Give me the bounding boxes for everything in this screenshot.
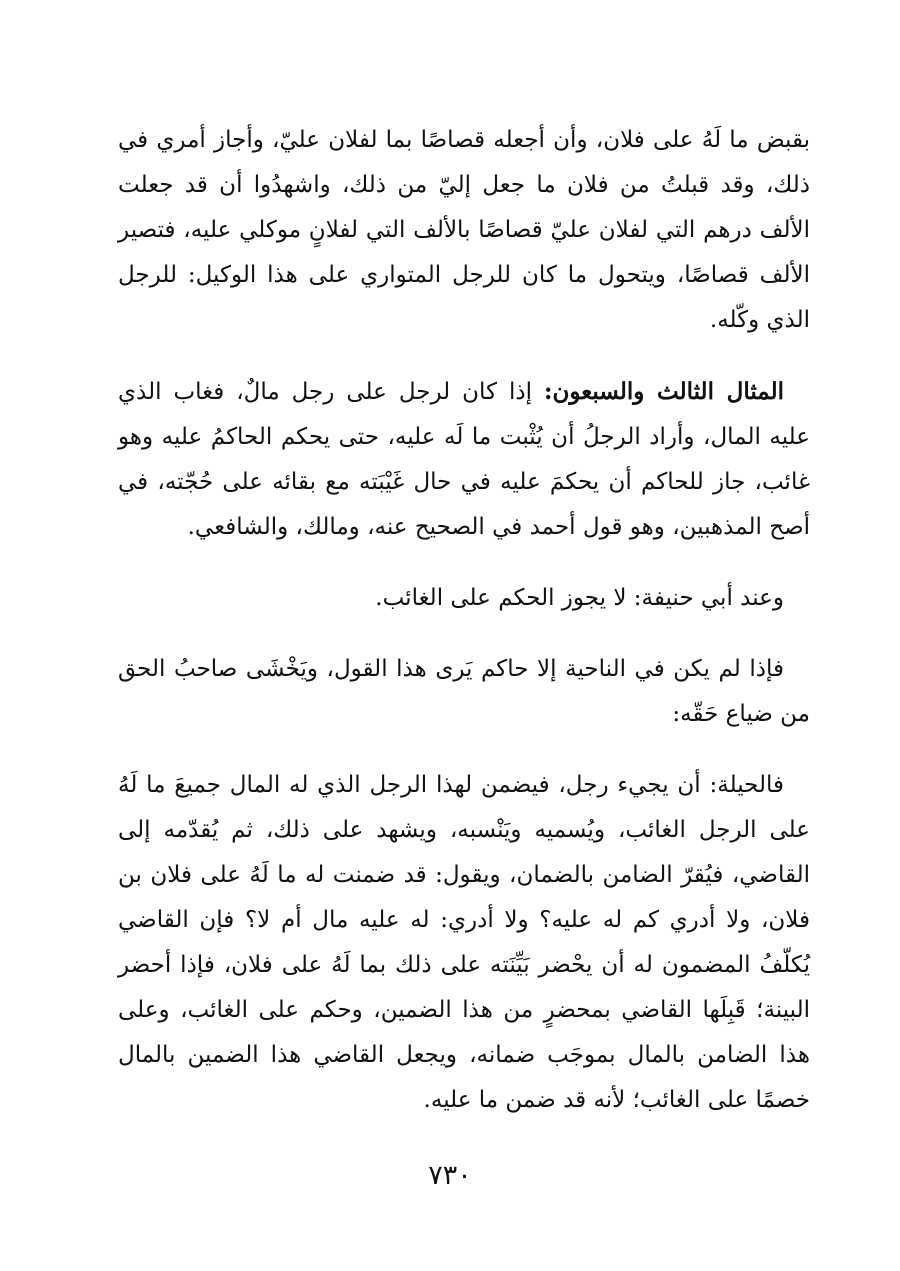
paragraph-2-text: إذا كان لرجل على رجل مالٌ، فغاب الذي عليه المال، وأراد الرجلُ أن يُثْبت ما لَه عليه، حتى يحكم الحاكمُ عليه وهو غائب، جاز للحاكم أن يحكمَ عليه في حال غَيْبَته مع بقائه على حُجّته، في أصح المذهبين، وهو قول أحمد في الصحيح عنه، ومالك، والشافعي. xyxy=(118,379,810,540)
page-number: ٧٣٠ xyxy=(428,1160,472,1191)
paragraph-1-text: بقبض ما لَهُ على فلان، وأن أجعله قصاصًا بما لفلان عليّ، وأجاز أمري في ذلك، وقد قبلتُ من فلان ما جعل إليّ من ذلك، واشهدُوا أن قد جعلت الألف درهم التي لفلان عليّ قصاصًا بالألف التي لفلانٍ موكلي عليه، فتصير الألف قصاصًا، ويتحول ما كان للرجل المتواري على هذا الوكيل: للرجل الذي وكّله. xyxy=(118,127,810,333)
paragraph-4 xyxy=(118,647,810,737)
paragraph-4-text: فإذا لم يكن في الناحية إلا حاكم يَرى هذا القول، ويَخْشَى صاحبُ الحق من ضياع حَقّه: xyxy=(118,656,810,727)
page-body xyxy=(118,118,810,1149)
paragraph-1 xyxy=(118,118,810,343)
paragraph-5-text: فالحيلة: أن يجيء رجل، فيضمن لهذا الرجل الذي له المال جميعَ ما لَهُ على الرجل الغائب، ويُسميه ويَنْسبه، ويشهد على ذلك، ثم يُقدّمه إلى القاضي، فيُقرّ الضامن بالضمان، ويقول: قد ضمنت له ما لَهُ على فلان بن فلان، ولا أدري كم له عليه؟ ولا أدري: له عليه مال أم لا؟ فإن القاضي يُكلّفُ المضمون له أن يحْضر بَيِّنَته على ذلك بما لَهُ على فلان، فإذا أحضر البينة؛ قَبِلَها القاضي بمحضرٍ من هذا الضمين، وحكم على الغائب، وعلى هذا الضامن بالمال بموجَب ضمانه، ويجعل القاضي هذا الضمين بالمال خصمًا على الغائب؛ لأنه قد ضمن ما عليه. xyxy=(118,772,810,1113)
paragraph-2 xyxy=(118,369,810,550)
paragraph-3 xyxy=(118,576,810,621)
paragraph-3-text: وعند أبي حنيفة: لا يجوز الحكم على الغائب. xyxy=(375,585,784,611)
paragraph-5 xyxy=(118,763,810,1123)
paragraph-2-heading: المثال الثالث والسبعون: xyxy=(544,378,784,405)
